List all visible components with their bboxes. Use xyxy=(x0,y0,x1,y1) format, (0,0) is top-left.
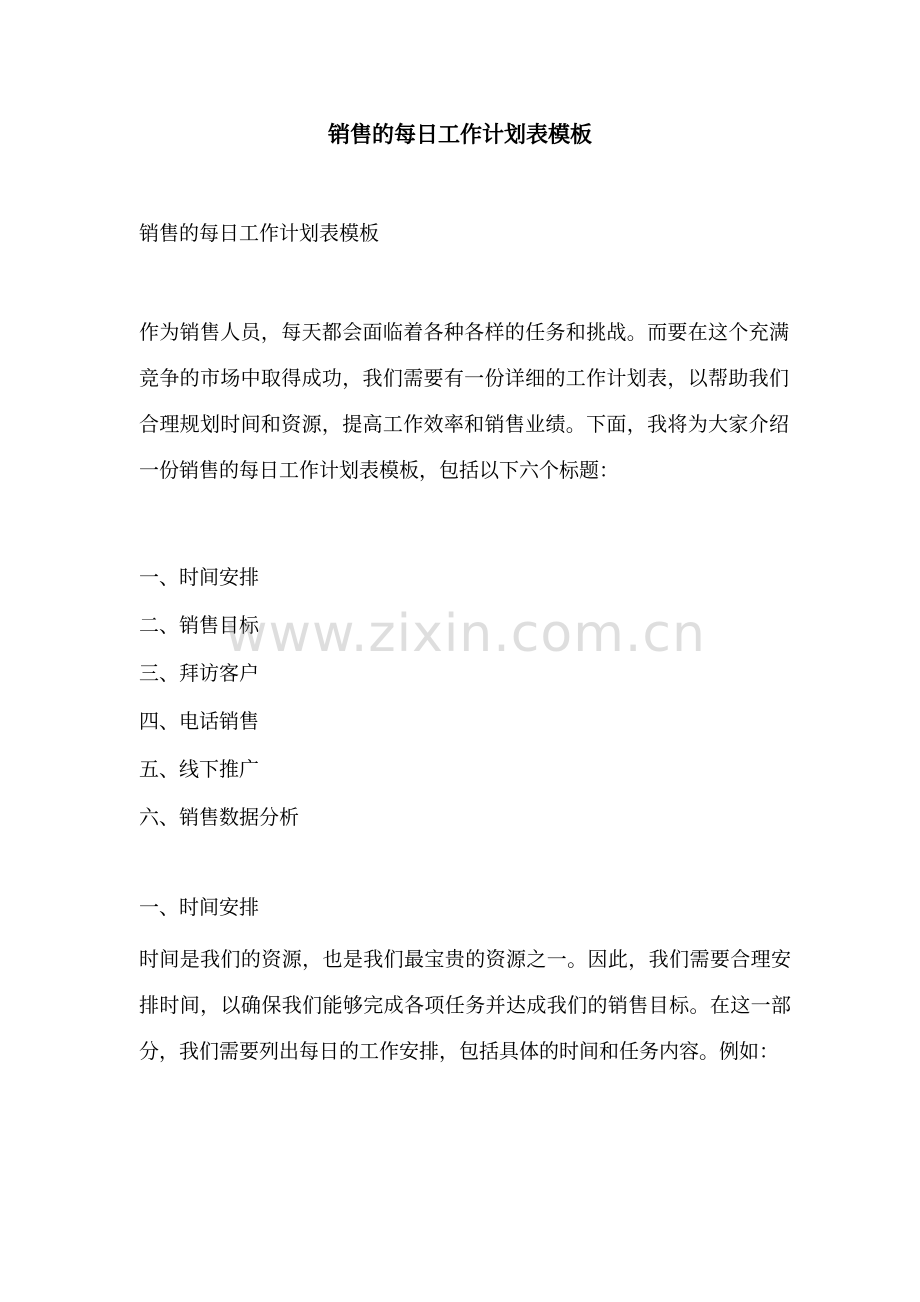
outline-item: 五、线下推广 xyxy=(139,757,259,781)
outline-item: 四、电话销售 xyxy=(139,709,259,733)
outline-item: 六、销售数据分析 xyxy=(139,805,299,829)
outline-item: 一、时间安排 xyxy=(139,565,259,589)
watermark: www.zixin.com.cn xyxy=(225,604,706,664)
section-heading: 一、时间安排 xyxy=(139,895,259,919)
outline-item: 二、销售目标 xyxy=(139,613,259,637)
document-title: 销售的每日工作计划表模板 xyxy=(327,122,592,148)
outline-item: 三、拜访客户 xyxy=(139,661,259,685)
outline-list xyxy=(139,553,299,841)
document-subtitle: 销售的每日工作计划表模板 xyxy=(139,221,379,245)
intro-paragraph: 作为销售人员，每天都会面临着各种各样的任务和挑战。而要在这个充满竞争的市场中取得成功，我们需要有一份详细的工作计划表，以帮助我们合理规划时间和资源，提高工作效率和销售业绩。下面，我将为大家介绍一份销售的每日工作计划表模板，包括以下六个标题： xyxy=(139,320,789,482)
section-paragraph: 时间是我们的资源，也是我们最宝贵的资源之一。因此，我们需要合理安排时间，以确保我们能够完成各项任务并达成我们的销售目标。在这一部分，我们需要列出每日的工作安排，包括具体的时间和任务内容。例如： xyxy=(139,947,791,1063)
